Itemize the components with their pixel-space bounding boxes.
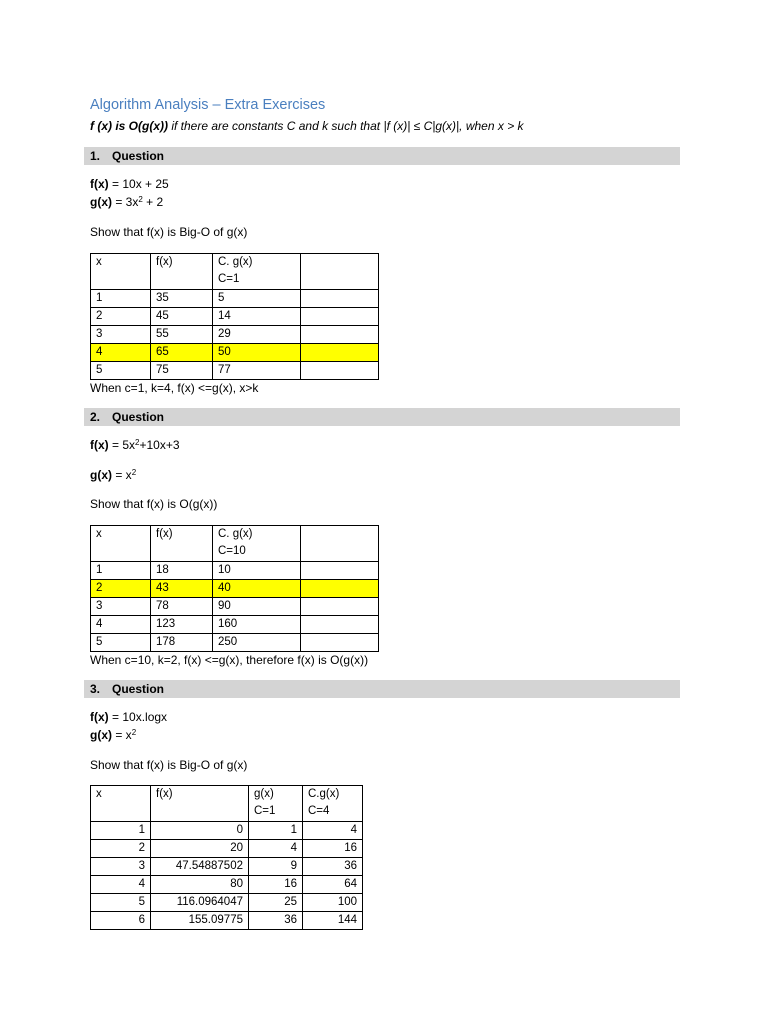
f-expression: = 5x bbox=[108, 438, 136, 452]
q3-f-definition bbox=[90, 710, 167, 724]
question-2-heading bbox=[84, 408, 680, 426]
g-label: g(x) bbox=[90, 728, 112, 742]
g-expression-tail: + 2 bbox=[142, 195, 164, 209]
table-header-row bbox=[91, 526, 379, 562]
header-cell: x bbox=[91, 254, 151, 290]
q1-f-definition bbox=[90, 177, 169, 191]
header-cell bbox=[301, 254, 379, 290]
q3-task: Show that f(x) is Big-O of g(x) bbox=[90, 758, 248, 772]
q3-table bbox=[90, 785, 363, 930]
table-row: 5 75 77 bbox=[91, 362, 379, 380]
q1-task: Show that f(x) is Big-O of g(x) bbox=[90, 225, 248, 239]
q2-f-definition bbox=[90, 438, 180, 452]
g-expression: = x bbox=[112, 468, 132, 482]
table-row: 3 78 90 bbox=[91, 598, 379, 616]
header-cell bbox=[301, 526, 379, 562]
g-expression: = 3x bbox=[112, 195, 139, 209]
definition-bold: f (x) is O(g(x)) bbox=[90, 119, 168, 133]
table-row-highlighted: 2 43 40 bbox=[91, 580, 379, 598]
table-header-row bbox=[91, 254, 379, 290]
table-row: 1 35 5 bbox=[91, 290, 379, 308]
question-label: Question bbox=[112, 410, 165, 424]
q3-g-definition bbox=[90, 728, 136, 742]
question-3-heading bbox=[84, 680, 680, 698]
table-row: 5 116.0964047 25 100 bbox=[91, 894, 363, 912]
f-expression-tail: +10x+3 bbox=[139, 438, 180, 452]
exponent: 2 bbox=[131, 468, 137, 477]
question-number: 3. bbox=[90, 682, 101, 696]
f-expression: = 10x + 25 bbox=[108, 177, 169, 191]
header-cell: f(x) bbox=[151, 526, 213, 562]
table-row-highlighted: 4 65 50 bbox=[91, 344, 379, 362]
header-cell: C.g(x) C=4 bbox=[303, 786, 363, 822]
question-number: 1. bbox=[90, 149, 101, 163]
q2-task: Show that f(x) is O(g(x)) bbox=[90, 497, 218, 511]
header-cell: C. g(x) C=10 bbox=[213, 526, 301, 562]
header-cell: x bbox=[91, 526, 151, 562]
q2-conclusion: When c=10, k=2, f(x) <=g(x), therefore f(x) is O(g(x)) bbox=[90, 653, 369, 667]
definition-text: if there are constants C and k such that |f (x)| ≤ C|g(x)|, when x > k bbox=[168, 119, 524, 133]
header-cell: C. g(x) C=1 bbox=[213, 254, 301, 290]
g-label: g(x) bbox=[90, 195, 112, 209]
question-label: Question bbox=[112, 682, 165, 696]
header-cell: f(x) bbox=[151, 254, 213, 290]
exponent: 2 bbox=[135, 438, 140, 447]
exponent: 2 bbox=[138, 195, 143, 204]
table-row: 5 178 250 bbox=[91, 634, 379, 652]
exponent: 2 bbox=[131, 728, 137, 737]
header-cell: x bbox=[91, 786, 151, 822]
q1-g-definition bbox=[90, 195, 163, 209]
q1-table bbox=[90, 253, 379, 380]
question-label: Question bbox=[112, 149, 165, 163]
table-row: 3 55 29 bbox=[91, 326, 379, 344]
table-row: 2 20 4 16 bbox=[91, 840, 363, 858]
q2-table bbox=[90, 525, 379, 652]
f-expression: = 10x.logx bbox=[108, 710, 168, 724]
table-row: 4 80 16 64 bbox=[91, 876, 363, 894]
table-header-row bbox=[91, 786, 363, 822]
header-cell: f(x) bbox=[151, 786, 249, 822]
q1-conclusion: When c=1, k=4, f(x) <=g(x), x>k bbox=[90, 381, 259, 395]
q2-g-definition bbox=[90, 468, 136, 482]
table-row: 1 18 10 bbox=[91, 562, 379, 580]
table-row: 4 123 160 bbox=[91, 616, 379, 634]
f-label: f(x) bbox=[90, 438, 109, 452]
g-label: g(x) bbox=[90, 468, 112, 482]
f-label: f(x) bbox=[90, 177, 109, 191]
f-label: f(x) bbox=[90, 710, 109, 724]
g-expression: = x bbox=[112, 728, 132, 742]
table-row: 6 155.09775 36 144 bbox=[91, 912, 363, 930]
big-o-definition bbox=[90, 119, 524, 133]
table-row: 2 45 14 bbox=[91, 308, 379, 326]
table-row: 3 47.54887502 9 36 bbox=[91, 858, 363, 876]
question-1-heading bbox=[84, 147, 680, 165]
page-title: Algorithm Analysis – Extra Exercises bbox=[90, 97, 326, 113]
question-number: 2. bbox=[90, 410, 101, 424]
table-row: 1 0 1 4 bbox=[91, 822, 363, 840]
header-cell: g(x) C=1 bbox=[249, 786, 303, 822]
